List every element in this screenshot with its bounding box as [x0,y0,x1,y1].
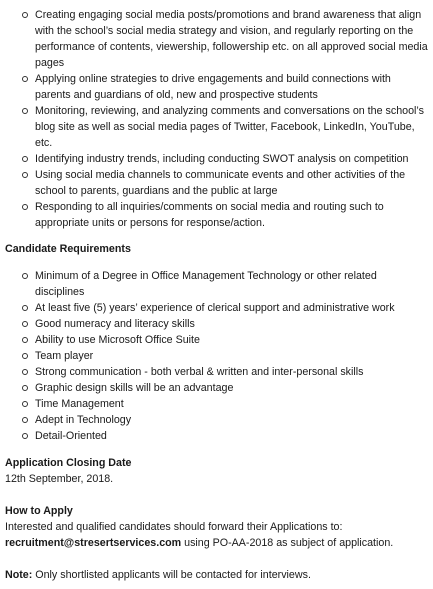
closing-date-heading: Application Closing Date [5,457,132,469]
list-item: Time Management [0,396,433,412]
requirements-heading: Candidate Requirements [5,243,131,255]
list-item: Responding to all inquiries/comments on social media and routing such to appropriate units or persons for response/action. [0,199,433,231]
list-item: Good numeracy and literacy skills [0,316,433,332]
list-item: Strong communication - both verbal & written and inter-personal skills [0,364,433,380]
list-item: At least five (5) years’ experience of clerical support and administrative work [0,300,433,316]
note-label: Note: [5,569,33,581]
apply-instructions: Interested and qualified candidates should forward their Applications to: [5,521,343,533]
list-item: Team player [0,348,433,364]
apply-subject-text: using PO-AA-2018 as subject of application. [181,537,394,549]
requirements-list [0,268,433,444]
list-item: Detail-Oriented [0,428,433,444]
list-item: Graphic design skills will be an advantage [0,380,433,396]
list-item: Adept in Technology [0,412,433,428]
list-item: Creating engaging social media posts/promotions and brand awareness that align with the school’s social media strategy and vision, and regularly reporting on the performance of contents, viewership, followership etc. on all approved social media pages [0,7,433,71]
list-item: Ability to use Microsoft Office Suite [0,332,433,348]
list-item: Applying online strategies to drive engagements and build connections with parents and guardians of old, new and prospective students [0,71,433,103]
note [0,567,311,583]
list-item: Using social media channels to communicate events and other activities of the school to parents, guardians and the public at large [0,167,433,199]
note-text: Only shortlisted applicants will be contacted for interviews. [32,569,311,581]
apply-email-line [0,535,393,551]
closing-date: 12th September, 2018. [5,473,114,485]
list-item: Identifying industry trends, including conducting SWOT analysis on competition [0,151,433,167]
list-item: Monitoring, reviewing, and analyzing comments and conversations on the school’s blog site as well as social media pages of Twitter, Facebook, LinkedIn, YouTube, etc. [0,103,433,151]
duties-list [0,3,433,231]
list-item: Minimum of a Degree in Office Management Technology or other related disciplines [0,268,433,300]
how-to-apply-heading: How to Apply [5,505,73,517]
email-link[interactable]: recruitment@stresertservices.com [5,537,182,549]
